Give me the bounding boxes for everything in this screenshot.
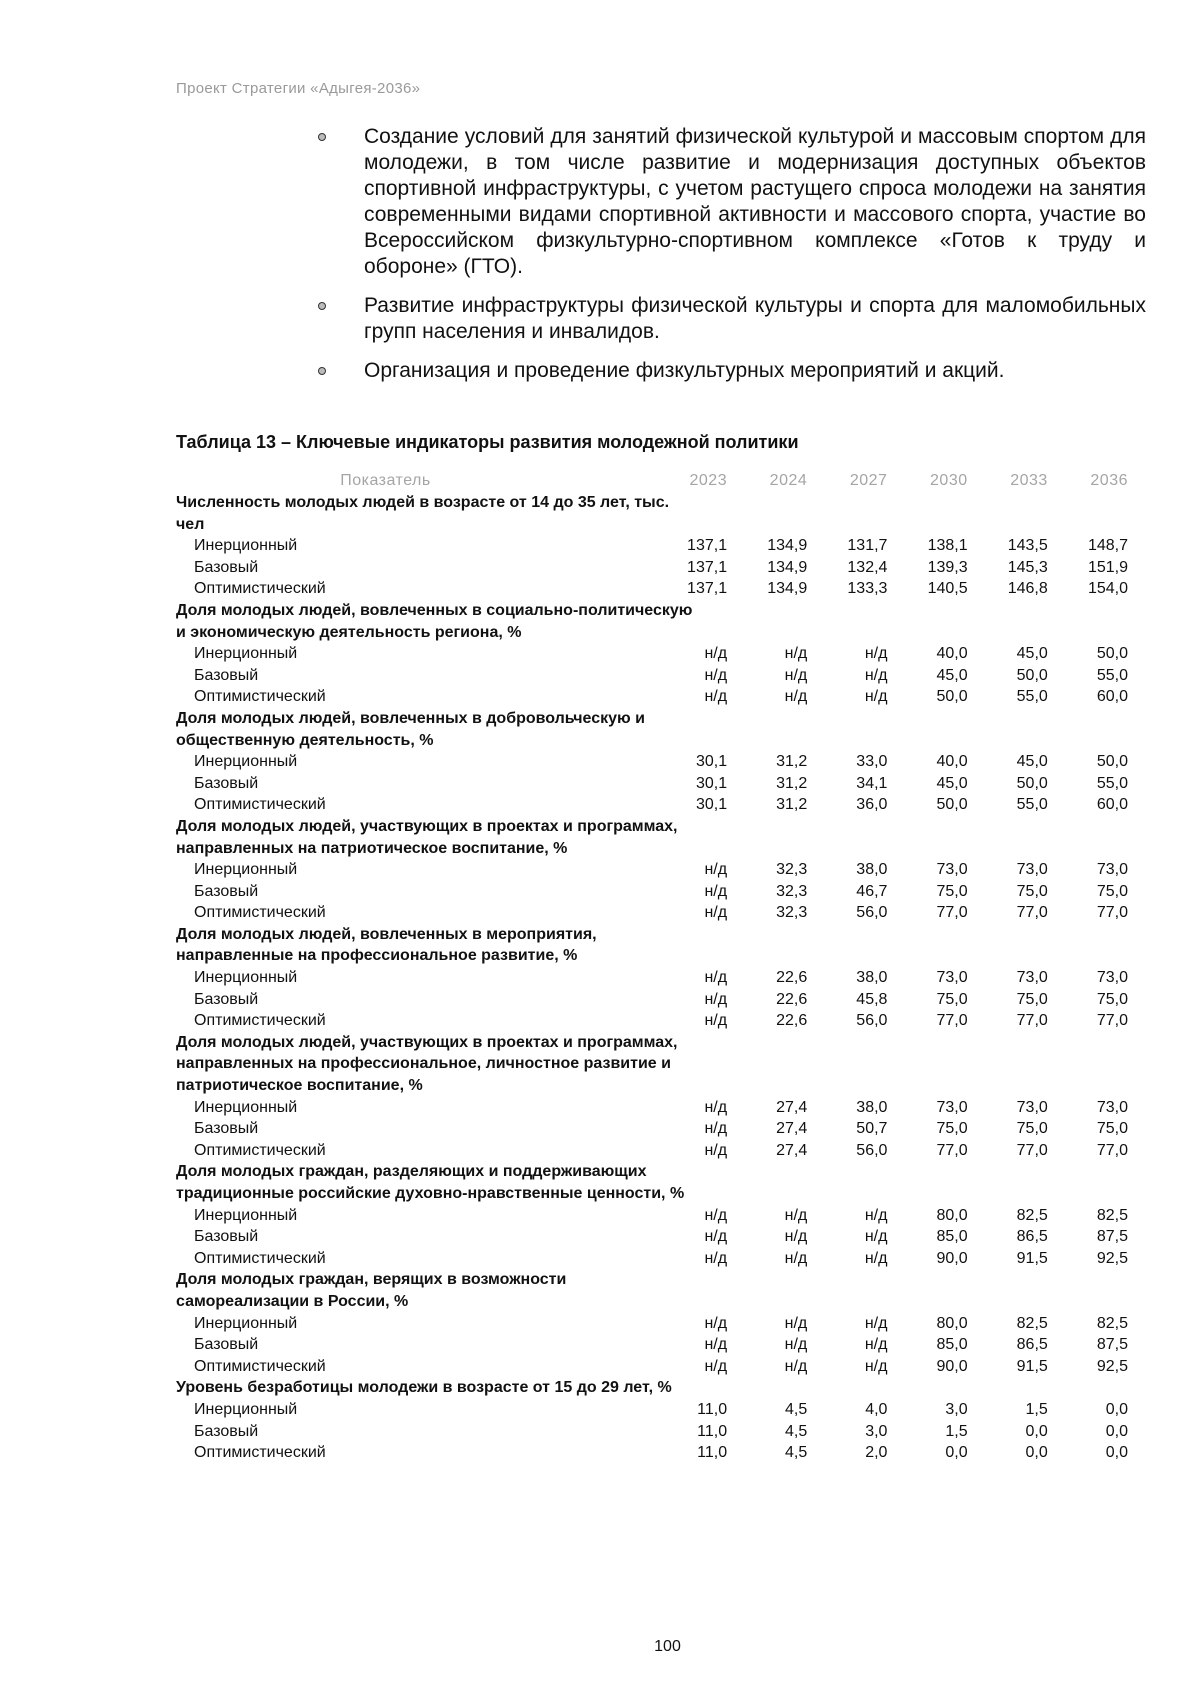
- table-row: [176, 967, 1146, 989]
- value-cell: 38,0: [856, 1098, 888, 1116]
- value-cell: 1,5: [945, 1422, 968, 1440]
- value-cell: н/д: [864, 1228, 888, 1246]
- value-cell: н/д: [784, 1336, 808, 1354]
- value-cell: н/д: [704, 1336, 728, 1354]
- value-cell: н/д: [704, 1206, 728, 1224]
- value-cell: 131,7: [847, 537, 888, 555]
- value-cell: 32,3: [776, 904, 808, 922]
- value-cell: 75,0: [1016, 1120, 1048, 1138]
- indicator-group-row: [176, 1269, 1146, 1312]
- indicator-title: Доля молодых людей, вовлеченных в добровольческую и общественную деятельность, %: [176, 709, 645, 749]
- table-row: [176, 643, 1146, 665]
- indicator-title: Доля молодых людей, участвующих в проектах и программах, направленных на профессиональное, личностное развитие и патриотическое воспитание, %: [176, 1033, 678, 1095]
- value-cell: 77,0: [936, 904, 968, 922]
- value-cell: 11,0: [697, 1422, 728, 1440]
- table-row: [176, 1140, 1146, 1162]
- column-header: 2033: [1010, 472, 1048, 490]
- scenario-label: Инерционный: [194, 645, 298, 663]
- value-cell: 138,1: [927, 537, 968, 555]
- bullet-item: [316, 358, 1146, 384]
- value-cell: 3,0: [945, 1400, 968, 1418]
- value-cell: 55,0: [1016, 688, 1048, 706]
- value-cell: 77,0: [936, 1012, 968, 1030]
- indicator-title-cell: [176, 1032, 1146, 1097]
- bullet-icon: [318, 133, 326, 141]
- table-row: [176, 557, 1146, 579]
- value-cell: 73,0: [1016, 861, 1048, 879]
- value-cell: н/д: [704, 1012, 728, 1030]
- scenario-label: Оптимистический: [194, 1357, 326, 1375]
- indicator-title: Доля молодых людей, вовлеченных в мероприятия, направленные на профессиональное развитие, %: [176, 925, 597, 965]
- value-cell: н/д: [704, 904, 728, 922]
- value-cell: 0,0: [1025, 1422, 1048, 1440]
- value-cell: 87,5: [1096, 1336, 1128, 1354]
- scenario-label: Инерционный: [194, 1400, 298, 1418]
- value-cell: 27,4: [776, 1141, 808, 1159]
- scenario-label: Инерционный: [194, 1206, 298, 1224]
- scenario-label: Оптимистический: [194, 1249, 326, 1267]
- value-cell: 55,0: [1016, 796, 1048, 814]
- page-number: 100: [654, 1638, 681, 1655]
- value-cell: 143,5: [1007, 537, 1048, 555]
- value-cell: 36,0: [856, 796, 888, 814]
- value-cell: 73,0: [1096, 861, 1128, 879]
- value-cell: 77,0: [1096, 1012, 1128, 1030]
- scenario-label: Оптимистический: [194, 580, 326, 598]
- value-cell: 45,0: [936, 666, 968, 684]
- table-row: [176, 902, 1146, 924]
- bullet-item: [316, 293, 1146, 345]
- scenario-label: Оптимистический: [194, 1141, 326, 1159]
- value-cell: 50,0: [936, 688, 968, 706]
- value-cell: 145,3: [1007, 558, 1048, 576]
- value-cell: 22,6: [776, 969, 808, 987]
- value-cell: 0,0: [1105, 1400, 1128, 1418]
- column-header: 2036: [1090, 472, 1128, 490]
- value-cell: 75,0: [936, 1120, 968, 1138]
- value-cell: н/д: [784, 688, 808, 706]
- value-cell: 4,5: [785, 1422, 808, 1440]
- value-cell: 82,5: [1096, 1314, 1128, 1332]
- value-cell: н/д: [704, 1249, 728, 1267]
- value-cell: 0,0: [945, 1444, 968, 1462]
- value-cell: н/д: [704, 882, 728, 900]
- value-cell: 139,3: [927, 558, 968, 576]
- table-title: Таблица 13 – Ключевые индикаторы развития молодежной политики: [176, 432, 799, 452]
- value-cell: 132,4: [847, 558, 888, 576]
- value-cell: 40,0: [936, 645, 968, 663]
- value-cell: н/д: [784, 1249, 808, 1267]
- indicators-table: [176, 466, 1146, 1464]
- value-cell: 75,0: [1096, 882, 1128, 900]
- column-header: 2027: [849, 472, 888, 490]
- value-cell: 77,0: [1016, 1141, 1048, 1159]
- value-cell: 91,5: [1016, 1249, 1048, 1267]
- indicator-group-row: [176, 492, 1146, 535]
- value-cell: 146,8: [1007, 580, 1048, 598]
- table-row: [176, 1205, 1146, 1227]
- value-cell: 30,1: [695, 753, 728, 771]
- value-cell: н/д: [704, 990, 728, 1008]
- value-cell: 30,1: [695, 774, 728, 792]
- value-cell: н/д: [784, 1228, 808, 1246]
- value-cell: 75,0: [1096, 990, 1128, 1008]
- value-cell: 75,0: [1016, 882, 1048, 900]
- value-cell: 45,0: [1016, 645, 1048, 663]
- value-cell: н/д: [784, 645, 808, 663]
- value-cell: 134,9: [767, 580, 808, 598]
- value-cell: н/д: [704, 969, 728, 987]
- value-cell: 90,0: [936, 1249, 968, 1267]
- value-cell: н/д: [864, 688, 888, 706]
- value-cell: 77,0: [1096, 1141, 1128, 1159]
- running-header: Проект Стратегии «Адыгея-2036»: [176, 80, 421, 97]
- table-row: [176, 1442, 1146, 1464]
- bullet-icon: [318, 367, 326, 375]
- table-row: [176, 1421, 1146, 1443]
- value-cell: н/д: [704, 666, 728, 684]
- value-cell: н/д: [864, 1249, 888, 1267]
- value-cell: 56,0: [856, 904, 888, 922]
- value-cell: 38,0: [856, 861, 888, 879]
- column-header: 2024: [769, 472, 808, 490]
- indicator-title-cell: [176, 600, 1146, 643]
- table-body: [176, 492, 1146, 1464]
- scenario-label: Оптимистический: [194, 1012, 326, 1030]
- value-cell: 73,0: [1096, 1098, 1128, 1116]
- table-row: [176, 881, 1146, 903]
- scenario-label: Базовый: [194, 666, 259, 684]
- scenario-label: Оптимистический: [194, 688, 326, 706]
- scenario-label: Инерционный: [194, 1098, 298, 1116]
- value-cell: 2,0: [865, 1444, 888, 1462]
- scenario-label: Оптимистический: [194, 796, 326, 814]
- bullet-text: Развитие инфраструктуры физической культуры и спорта для маломобильных групп населения и инвалидов.: [364, 294, 1146, 343]
- indicator-title-cell: [176, 924, 1146, 967]
- scenario-label: Оптимистический: [194, 904, 326, 922]
- indicator-title: Доля молодых граждан, разделяющих и поддерживающих традиционные российские духовно-нравственные ценности, %: [176, 1163, 685, 1202]
- indicator-title-cell: [176, 1161, 1146, 1204]
- value-cell: 27,4: [776, 1098, 808, 1116]
- value-cell: 82,5: [1016, 1314, 1048, 1332]
- value-cell: 77,0: [936, 1141, 968, 1159]
- value-cell: 40,0: [936, 753, 968, 771]
- value-cell: 32,3: [776, 861, 808, 879]
- value-cell: 50,0: [1096, 645, 1128, 663]
- value-cell: 80,0: [936, 1314, 968, 1332]
- value-cell: 1,5: [1025, 1400, 1048, 1418]
- value-cell: н/д: [704, 1357, 728, 1375]
- scenario-label: Базовый: [194, 1120, 259, 1138]
- indicator-title-cell: [176, 816, 1146, 859]
- value-cell: 3,0: [865, 1422, 888, 1440]
- scenario-label: Базовый: [194, 774, 259, 792]
- value-cell: н/д: [864, 645, 888, 663]
- column-header: 2023: [689, 472, 728, 490]
- value-cell: 75,0: [1016, 990, 1048, 1008]
- value-cell: н/д: [784, 1357, 808, 1375]
- value-cell: 30,1: [695, 796, 728, 814]
- table-row: [176, 751, 1146, 773]
- value-cell: 86,5: [1016, 1336, 1048, 1354]
- value-cell: 77,0: [1096, 904, 1128, 922]
- table-row: [176, 1313, 1146, 1335]
- table-row: [176, 1248, 1146, 1270]
- value-cell: 11,0: [697, 1400, 728, 1418]
- scenario-label: Базовый: [194, 1422, 259, 1440]
- value-cell: н/д: [784, 1206, 808, 1224]
- value-cell: 134,9: [767, 558, 808, 576]
- value-cell: н/д: [864, 666, 888, 684]
- value-cell: 73,0: [936, 969, 968, 987]
- value-cell: 56,0: [856, 1012, 888, 1030]
- indicator-title: Уровень безработицы молодежи в возрасте от 15 до 29 лет, %: [176, 1379, 672, 1397]
- indicator-title: Доля молодых людей, вовлеченных в социально-политическую и экономическую деятельность региона, %: [176, 601, 693, 641]
- indicator-title-cell: [176, 1377, 1146, 1399]
- value-cell: н/д: [864, 1357, 888, 1375]
- bullet-list: [316, 124, 1146, 397]
- table-row: [176, 1334, 1146, 1356]
- value-cell: 50,0: [936, 796, 968, 814]
- column-header: Показатель: [340, 472, 431, 490]
- scenario-label: Базовый: [194, 558, 259, 576]
- value-cell: н/д: [784, 1314, 808, 1332]
- value-cell: 50,0: [1096, 753, 1128, 771]
- value-cell: 86,5: [1016, 1228, 1048, 1246]
- value-cell: н/д: [704, 688, 728, 706]
- value-cell: 85,0: [936, 1336, 968, 1354]
- value-cell: 134,9: [767, 537, 808, 555]
- value-cell: 32,3: [776, 882, 808, 900]
- value-cell: н/д: [864, 1336, 888, 1354]
- value-cell: 0,0: [1105, 1422, 1128, 1440]
- value-cell: 140,5: [927, 580, 968, 598]
- value-cell: 55,0: [1096, 774, 1128, 792]
- value-cell: 92,5: [1096, 1357, 1128, 1375]
- value-cell: 75,0: [936, 990, 968, 1008]
- bullet-item: [316, 124, 1146, 280]
- value-cell: н/д: [864, 1206, 888, 1224]
- table-row: [176, 1097, 1146, 1119]
- bullet-text: Организация и проведение физкультурных мероприятий и акций.: [364, 359, 1005, 382]
- value-cell: 27,4: [776, 1120, 808, 1138]
- value-cell: н/д: [864, 1314, 888, 1332]
- value-cell: 73,0: [1096, 969, 1128, 987]
- value-cell: 77,0: [1016, 904, 1048, 922]
- scenario-label: Инерционный: [194, 969, 298, 987]
- value-cell: 22,6: [776, 990, 808, 1008]
- table-row: [176, 1356, 1146, 1378]
- table-row: [176, 1010, 1146, 1032]
- scenario-label: Инерционный: [194, 753, 298, 771]
- table-row: [176, 535, 1146, 557]
- table-row: [176, 794, 1146, 816]
- scenario-label: Базовый: [194, 990, 259, 1008]
- indicator-title-cell: [176, 492, 1146, 535]
- table-row: [176, 1118, 1146, 1140]
- value-cell: 50,0: [1016, 774, 1048, 792]
- value-cell: 77,0: [1016, 1012, 1048, 1030]
- indicator-group-row: [176, 1377, 1146, 1399]
- table-row: [176, 686, 1146, 708]
- value-cell: 82,5: [1016, 1206, 1048, 1224]
- scenario-label: Оптимистический: [194, 1444, 326, 1462]
- value-cell: 91,5: [1016, 1357, 1048, 1375]
- value-cell: 45,8: [856, 990, 888, 1008]
- indicator-title: Доля молодых людей, участвующих в проектах и программах, направленных на патриотическое воспитание, %: [176, 817, 678, 857]
- indicator-group-row: [176, 600, 1146, 643]
- value-cell: 4,5: [785, 1400, 808, 1418]
- value-cell: 137,1: [687, 537, 728, 555]
- value-cell: 11,0: [697, 1444, 728, 1462]
- value-cell: 75,0: [936, 882, 968, 900]
- value-cell: 46,7: [856, 882, 888, 900]
- table-row: [176, 1399, 1146, 1421]
- scenario-label: Инерционный: [194, 861, 298, 879]
- value-cell: 75,0: [1096, 1120, 1128, 1138]
- value-cell: 45,0: [1016, 753, 1048, 771]
- table-row: [176, 773, 1146, 795]
- value-cell: 4,5: [785, 1444, 808, 1462]
- value-cell: 137,1: [687, 558, 728, 576]
- table-row: [176, 1226, 1146, 1248]
- indicator-group-row: [176, 708, 1146, 751]
- indicator-group-row: [176, 924, 1146, 967]
- column-header: 2030: [930, 472, 968, 490]
- scenario-label: Базовый: [194, 882, 259, 900]
- scenario-label: Базовый: [194, 1336, 259, 1354]
- value-cell: н/д: [704, 1314, 728, 1332]
- bullet-text: Создание условий для занятий физической культурой и массовым спортом для молодежи, в том числе развитие и модернизация доступных объектов спортивной инфраструктуры, с учетом растущего спроса молодежи на занятия современными видами спортивной активности и массового спорта, участие во Всероссийском физкультурно-спортивном комплексе «Готов к труду и обороне» (ГТО).: [364, 125, 1146, 278]
- value-cell: н/д: [704, 645, 728, 663]
- indicator-title: Численность молодых людей в возрасте от 14 до 35 лет, тыс. чел: [176, 494, 670, 533]
- value-cell: 38,0: [856, 969, 888, 987]
- value-cell: 73,0: [936, 1098, 968, 1116]
- value-cell: н/д: [704, 1098, 728, 1116]
- value-cell: 60,0: [1096, 688, 1128, 706]
- value-cell: н/д: [704, 1120, 728, 1138]
- value-cell: н/д: [704, 1141, 728, 1159]
- value-cell: 154,0: [1087, 580, 1128, 598]
- value-cell: 60,0: [1096, 796, 1128, 814]
- value-cell: 56,0: [856, 1141, 888, 1159]
- value-cell: 80,0: [936, 1206, 968, 1224]
- indicator-group-row: [176, 816, 1146, 859]
- table-header-row: [176, 466, 1146, 492]
- value-cell: 73,0: [1016, 1098, 1048, 1116]
- scenario-label: Инерционный: [194, 1314, 298, 1332]
- value-cell: 34,1: [856, 774, 888, 792]
- indicator-title: Доля молодых граждан, верящих в возможности самореализации в России, %: [176, 1271, 567, 1310]
- indicator-title-cell: [176, 1269, 1146, 1312]
- scenario-label: Инерционный: [194, 537, 298, 555]
- value-cell: 55,0: [1096, 666, 1128, 684]
- value-cell: 0,0: [1105, 1444, 1128, 1462]
- value-cell: 31,2: [776, 796, 808, 814]
- value-cell: 133,3: [847, 580, 888, 598]
- value-cell: 92,5: [1096, 1249, 1128, 1267]
- value-cell: 22,6: [776, 1012, 808, 1030]
- bullet-icon: [318, 302, 326, 310]
- value-cell: 137,1: [687, 580, 728, 598]
- value-cell: 148,7: [1087, 537, 1128, 555]
- value-cell: 151,9: [1087, 558, 1128, 576]
- value-cell: 85,0: [936, 1228, 968, 1246]
- value-cell: н/д: [704, 861, 728, 879]
- value-cell: 73,0: [1016, 969, 1048, 987]
- table-row: [176, 859, 1146, 881]
- value-cell: 73,0: [936, 861, 968, 879]
- value-cell: 0,0: [1025, 1444, 1048, 1462]
- value-cell: 31,2: [776, 774, 808, 792]
- scenario-label: Базовый: [194, 1228, 259, 1246]
- value-cell: 4,0: [865, 1400, 888, 1418]
- value-cell: 50,7: [856, 1120, 888, 1138]
- value-cell: н/д: [704, 1228, 728, 1246]
- table-row: [176, 578, 1146, 600]
- indicator-group-row: [176, 1032, 1146, 1097]
- indicator-group-row: [176, 1161, 1146, 1204]
- value-cell: н/д: [784, 666, 808, 684]
- indicator-title-cell: [176, 708, 1146, 751]
- value-cell: 45,0: [936, 774, 968, 792]
- value-cell: 31,2: [776, 753, 808, 771]
- table-row: [176, 665, 1146, 687]
- value-cell: 50,0: [1016, 666, 1048, 684]
- value-cell: 82,5: [1096, 1206, 1128, 1224]
- value-cell: 90,0: [936, 1357, 968, 1375]
- value-cell: 87,5: [1096, 1228, 1128, 1246]
- value-cell: 33,0: [856, 753, 888, 771]
- table-row: [176, 989, 1146, 1011]
